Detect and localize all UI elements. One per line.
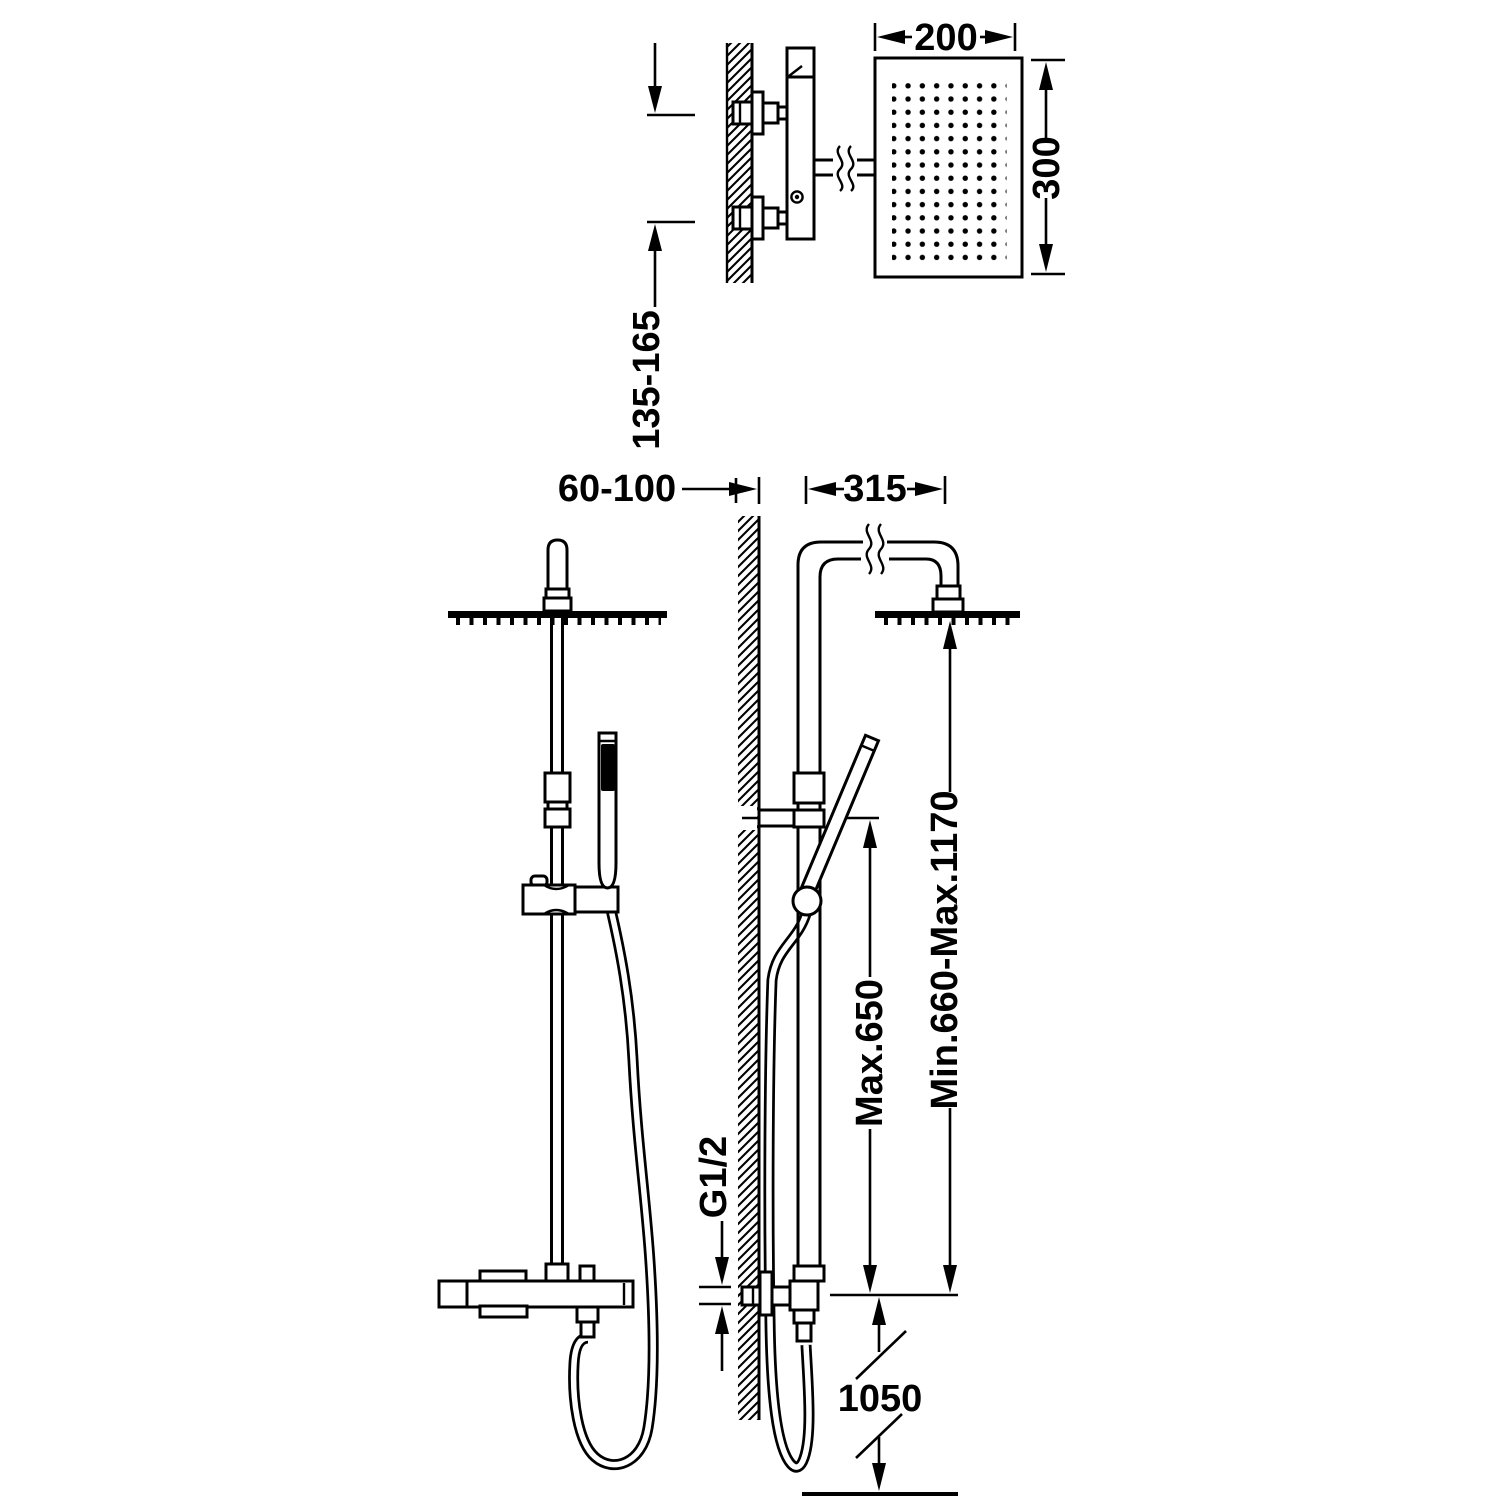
dim-handshower-height [846, 818, 891, 1293]
slider-bracket-side [759, 773, 824, 827]
dim-connection-size [693, 1136, 735, 1371]
pipe-break-mark [849, 146, 854, 191]
rain-head-side [875, 611, 1020, 618]
dim-supply-centers [626, 43, 695, 450]
dim-riser-height-label: Min.660-Max.1170 [924, 790, 966, 1110]
spray-nozzles [892, 77, 1007, 262]
dim-head-width [875, 17, 1015, 59]
handshower-hose-side [769, 914, 809, 1467]
dim-riser-height [924, 621, 966, 1293]
hose-outlet-side [794, 1310, 814, 1323]
dim-wall-thickness [558, 468, 759, 510]
dim-supply-centers-label: 135-165 [626, 310, 668, 450]
front-view [439, 540, 667, 1465]
hose-outlet-front [577, 1307, 598, 1322]
dim-wall-thickness-label: 60-100 [557, 468, 677, 510]
wall-section-top-view [727, 43, 752, 283]
dim-connection-size-label: G1/2 [693, 1135, 735, 1219]
dim-arm-projection [806, 468, 945, 510]
dim-head-depth-label: 300 [1026, 136, 1068, 200]
pipe-break-mark [879, 524, 884, 574]
hand-shower-front [599, 733, 616, 888]
pipe-break-mark [867, 524, 872, 574]
dim-arm-projection-label: 315 [843, 468, 907, 510]
dim-head-width-label: 200 [914, 17, 978, 59]
column-cap-front [544, 540, 571, 611]
dim-head-depth [1026, 60, 1068, 274]
dim-handshower-height-label: Max.650 [849, 979, 891, 1127]
thermostat-body-top-view [787, 48, 814, 239]
wall-section-side-view [738, 516, 759, 1420]
dim-mixer-height [802, 1297, 958, 1494]
mixer-body-front [439, 1264, 633, 1337]
riser-column-front [545, 618, 570, 1266]
top-view [626, 17, 1068, 450]
pipe-break-mark [838, 146, 843, 191]
mixer-handle-front [439, 1281, 467, 1307]
handshower-hose-front [574, 893, 654, 1465]
dim-mixer-height-label: 1050 [837, 1378, 923, 1420]
shower-arm-top-view [814, 146, 876, 191]
holder-ball-joint [793, 887, 821, 915]
shower-head-top-view [875, 58, 1022, 277]
